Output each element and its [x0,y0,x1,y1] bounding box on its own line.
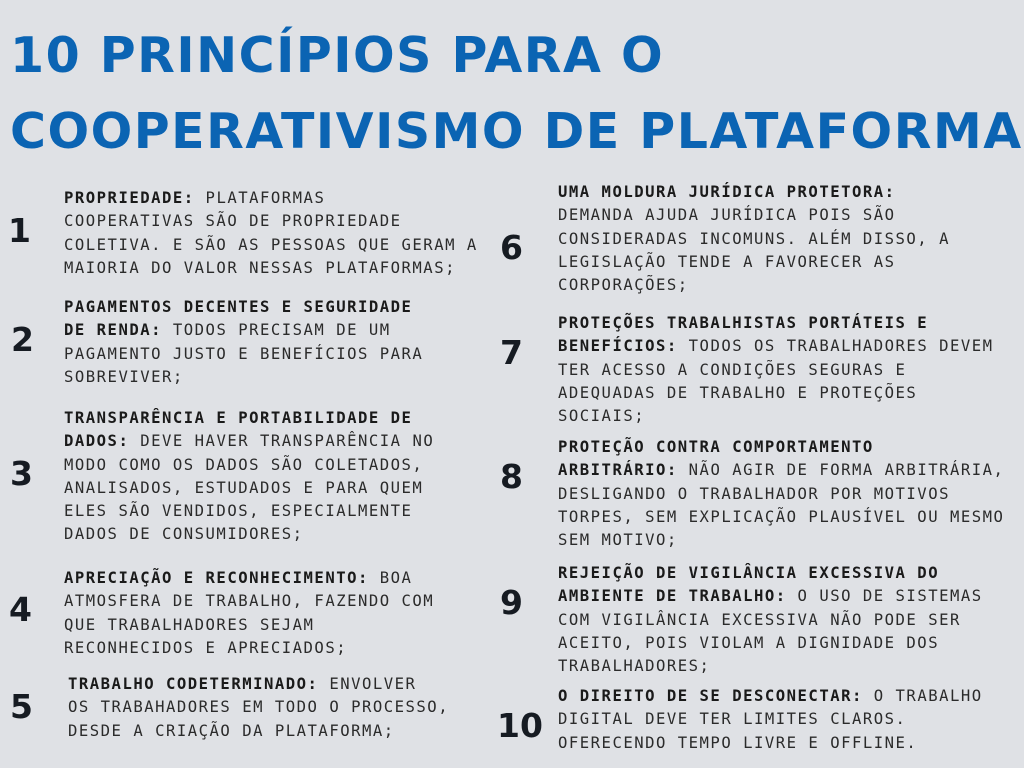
principle-number-5: 5 [10,687,33,726]
principle-number-9: 9 [500,583,523,622]
principle-number-3: 3 [10,454,33,493]
principle-9 [558,562,983,678]
principle-heading: PAGAMENTOS DECENTES E SEGURIDADE DE RENDA: [64,298,413,340]
principle-number-8: 8 [500,457,523,496]
principle-10 [558,685,983,755]
principle-1 [64,187,478,280]
principle-number-10: 10 [497,706,543,745]
principle-heading: TRABALHO CODETERMINADO: [68,675,319,693]
principle-8 [558,436,1004,552]
principle-text: ENVOLVER OS TRABAHADORES EM TODO O PROCESSO, DESDE A CRIAÇÃO DA PLATAFORMA; [68,675,450,740]
principle-number-4: 4 [9,590,32,629]
principle-heading: UMA MOLDURA JURÍDICA PROTETORA: [558,183,896,201]
title-line-1: 10 PRINCÍPIOS PARA O [10,27,665,84]
principle-text: DEMANDA AJUDA JURÍDICA POIS SÃO CONSIDERADAS INCOMUNS. ALÉM DISSO, A LEGISLAÇÃO TENDE A FAVORECER AS CORPORAÇÕES; [558,206,950,295]
principle-heading: PROTEÇÕES TRABALHISTAS PORTÁTEIS E BENEFÍCIOS: [558,314,929,356]
principle-3 [64,407,434,547]
principle-text: O USO DE SISTEMAS COM VIGILÂNCIA EXCESSIVA NÃO PODE SER ACEITO, POIS VIOLAM A DIGNIDADE DOS TRABALHADORES; [558,587,983,676]
principle-text: TODOS OS TRABALHADORES DEVEM TER ACESSO A CONDIÇÕES SEGURAS E ADEQUADAS DE TRABALHO E PROTEÇÕES SOCIAIS; [558,337,994,426]
principle-number-1: 1 [8,211,31,250]
principle-number-6: 6 [500,228,523,267]
principle-text: DEVE HAVER TRANSPARÊNCIA NO MODO COMO OS DADOS SÃO COLETADOS, ANALISADOS, ESTUDADOS E PARA QUEM ELES SÃO VENDIDOS, ESPECIALMENTE DADOS DE CONSUMIDORES; [64,432,435,544]
principle-heading: APRECIAÇÃO E RECONHECIMENTO: [64,569,369,587]
page-title [10,18,1023,170]
principle-6 [558,181,950,297]
principle-heading: PROPRIEDADE: [64,189,195,207]
principle-number-7: 7 [500,333,523,372]
principle-5 [68,673,449,743]
principle-text: PLATAFORMAS COOPERATIVAS SÃO DE PROPRIEDADE COLETIVA. E SÃO AS PESSOAS QUE GERAM A MAIORIA DO VALOR NESSAS PLATAFORMAS; [64,189,478,277]
principle-7 [558,312,994,428]
principle-text: NÃO AGIR DE FORMA ARBITRÁRIA, DESLIGANDO O TRABALHADOR POR MOTIVOS TORPES, SEM EXPLICAÇÃO PLAUSÍVEL OU MESMO SEM MOTIVO; [558,461,1005,550]
principle-2 [64,296,423,389]
principle-text: O TRABALHO DIGITAL DEVE TER LIMITES CLAROS. OFERECENDO TEMPO LIVRE E OFFLINE. [558,687,983,752]
principle-heading: TRANSPARÊNCIA E PORTABILIDADE DE DADOS: [64,409,413,451]
principle-heading: PROTEÇÃO CONTRA COMPORTAMENTO ARBITRÁRIO: [558,438,874,480]
principle-text: BOA ATMOSFERA DE TRABALHO, FAZENDO COM QUE TRABALHADORES SEJAM RECONHECIDOS E APRECIADOS; [64,569,435,657]
principle-text: TODOS PRECISAM DE UM PAGAMENTO JUSTO E BENEFÍCIOS PARA SOBREVIVER; [64,321,424,386]
principle-4 [64,567,434,660]
title-line-2: COOPERATIVISMO DE PLATAFORMA [10,103,1023,160]
principle-heading: REJEIÇÃO DE VIGILÂNCIA EXCESSIVA DO AMBIENTE DE TRABALHO: [558,564,940,606]
principle-heading: O DIREITO DE SE DESCONECTAR: [558,687,863,705]
principle-number-2: 2 [11,320,34,359]
